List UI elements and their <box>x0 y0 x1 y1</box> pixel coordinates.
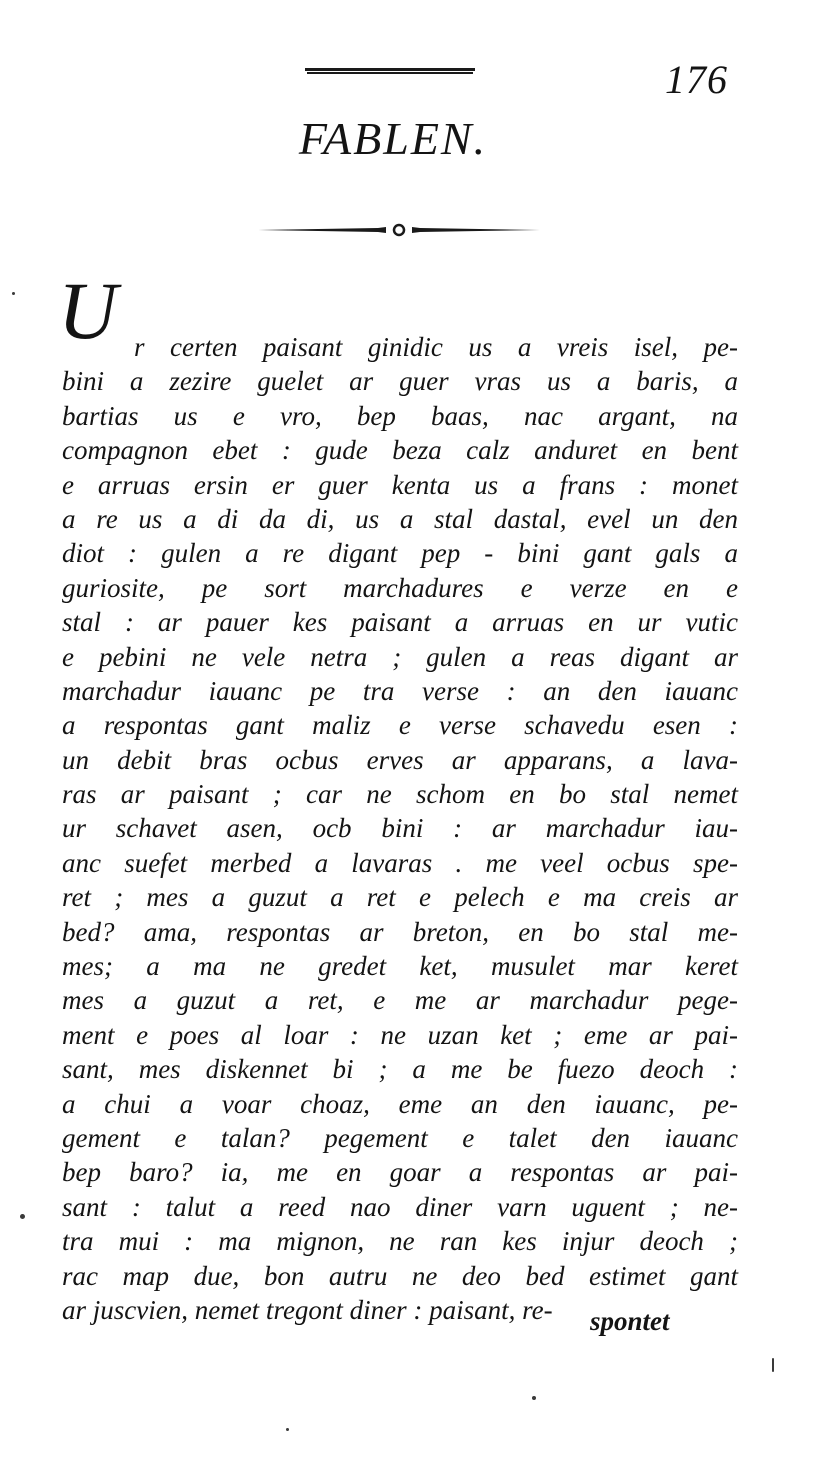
text-line: sant, mes diskennet bi ; a me be fuezo deoch : <box>62 1054 738 1085</box>
text-line: bini a zezire guelet ar guer vras us a baris, a <box>62 366 738 397</box>
top-rule <box>305 66 475 76</box>
text-line: compagnon ebet : gude beza calz anduret en bent <box>62 435 738 466</box>
text-line: bep baro? ia, me en goar a respontas ar pai- <box>62 1157 738 1188</box>
text-line: ur schavet asen, ocb bini : ar marchadur iau- <box>62 813 738 844</box>
page-number: 176 <box>665 57 728 102</box>
text-line: a respontas gant maliz e verse schavedu esen : <box>62 710 738 741</box>
text-line: a chui a voar choaz, eme an den iauanc, pe- <box>62 1088 738 1119</box>
text-line: diot : gulen a re digant pep - bini gant gals a <box>62 538 738 569</box>
drop-cap: U <box>58 265 118 356</box>
text-line: r certen paisant ginidic us a vreis isel, pe- <box>134 332 738 362</box>
text-line: ar juscvien, nemet tregont diner : paisant, re- <box>62 1294 553 1325</box>
body-text <box>62 330 738 1327</box>
catchword: spontet <box>590 1306 670 1336</box>
ink-speck <box>772 1358 774 1372</box>
text-line: e arruas ersin er guer kenta us a frans : monet <box>62 469 738 500</box>
text-line: anc suefet merbed a lavaras . me veel ocbus spe- <box>62 847 738 878</box>
text-line: marchadur iauanc pe tra verse : an den iauanc <box>62 675 738 706</box>
ink-speck <box>286 1428 289 1431</box>
text-line: mes; a ma ne gredet ket, musulet mar keret <box>62 951 738 982</box>
ink-speck <box>12 292 15 295</box>
text-line: bed? ama, respontas ar breton, en bo stal me- <box>62 916 738 947</box>
text-line: guriosite, pe sort marchadures e verze en e <box>62 572 738 603</box>
text-line: un debit bras ocbus erves ar apparans, a lava- <box>62 744 738 775</box>
text-line: sant : talut a reed nao diner varn uguent ; ne- <box>62 1191 738 1222</box>
text-line: rac map due, bon autru ne deo bed estimet gant <box>62 1260 738 1291</box>
text-line: mes a guzut a ret, e me ar marchadur pege- <box>62 985 738 1016</box>
text-line: ment e poes al loar : ne uzan ket ; eme ar pai- <box>62 1019 738 1050</box>
text-line: stal : ar pauer kes paisant a arruas en ur vutic <box>62 607 738 638</box>
text-line: bartias us e vro, bep baas, nac argant, na <box>62 400 738 431</box>
text-line: a re us a di da di, us a stal dastal, evel un den <box>62 503 738 534</box>
text-line: gement e talan? pegement e talet den iauanc <box>62 1122 738 1153</box>
text-line: ret ; mes a guzut a ret e pelech e ma creis ar <box>62 882 738 913</box>
text-line: tra mui : ma mignon, ne ran kes injur deoch ; <box>62 1226 738 1257</box>
text-line: ras ar paisant ; car ne schom en bo stal nemet <box>62 779 738 810</box>
text-line: e pebini ne vele netra ; gulen a reas digant ar <box>62 641 738 672</box>
page-title: FABLEN. <box>298 113 488 164</box>
ornament-divider <box>258 220 540 240</box>
ink-speck <box>20 1214 25 1219</box>
ink-speck <box>532 1396 536 1400</box>
